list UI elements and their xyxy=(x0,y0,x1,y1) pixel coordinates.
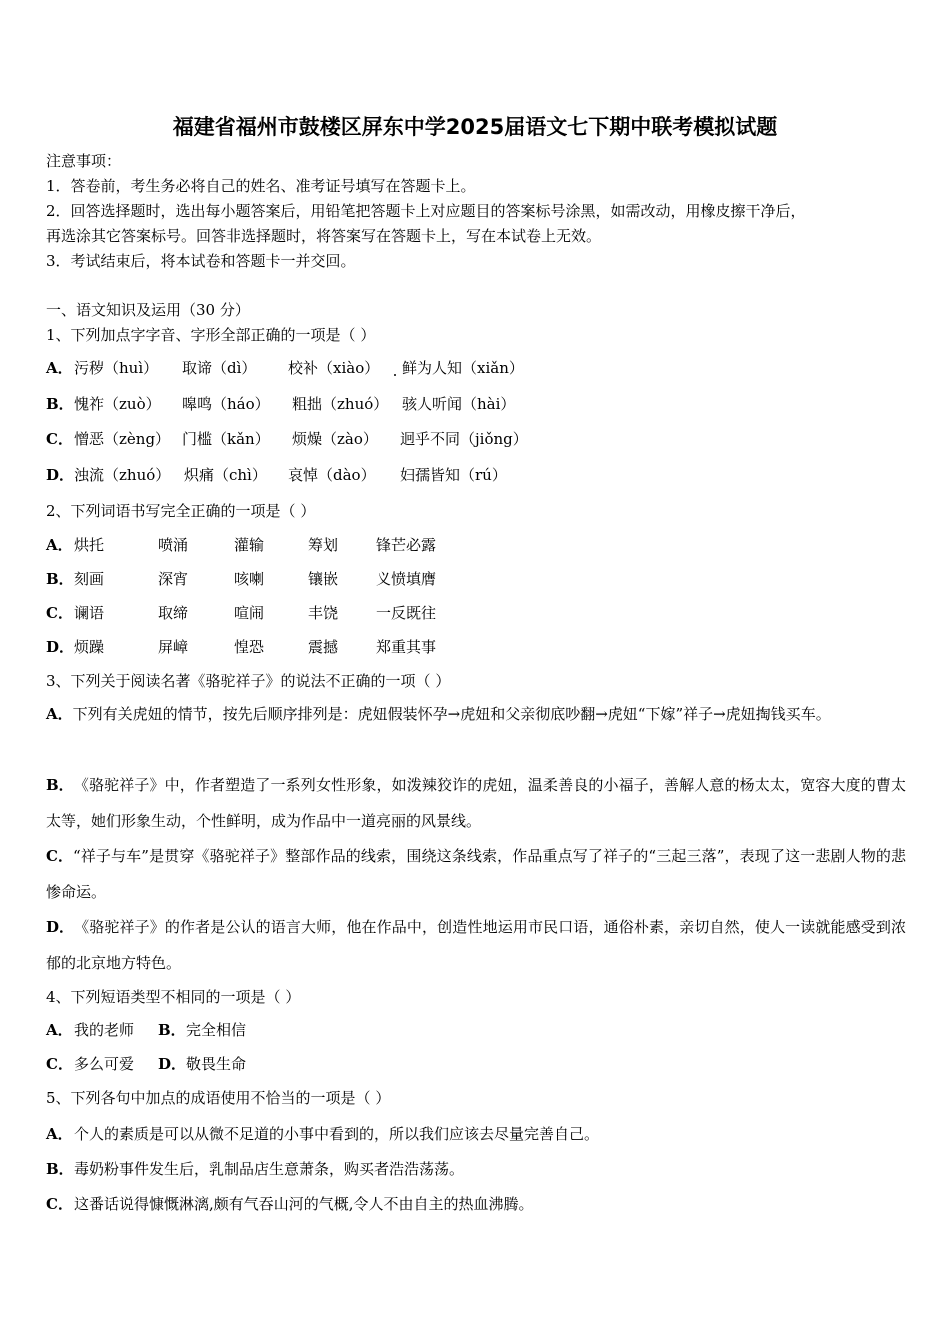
option-item: 惶恐 xyxy=(234,638,265,656)
q3-option-d xyxy=(46,909,906,981)
option-item: 锋芒必露 xyxy=(376,536,437,554)
option-item: 校补（xiào） xyxy=(288,359,380,377)
q3-option-a xyxy=(46,696,906,732)
page-title: 福建省福州市鼓楼区屏东中学2025届语文七下期中联考模拟试题 xyxy=(172,115,778,139)
option-label: A． xyxy=(46,1125,73,1143)
option-item: 烦燥（zào） xyxy=(292,430,378,448)
option-item: 嗥鸣（háo） xyxy=(182,395,270,413)
option-text: 毒奶粉事件发生后，乳制品店生意萧条，购买者浩浩荡荡。 xyxy=(74,1160,465,1178)
option-item: 憎恶（zèng） xyxy=(74,430,171,448)
option-text: 完全相信 xyxy=(186,1021,247,1039)
option-item: 震撼 xyxy=(308,638,339,656)
option-label: C． xyxy=(46,430,73,448)
notice-item-2a: 2．回答选择题时，选出每小题答案后，用铅笔把答题卡上对应题目的答案标号涂黑，如需改动，用橡皮擦干净后， xyxy=(46,202,806,220)
option-text: “祥子与车”是贯穿《骆驼祥子》整部作品的线索，围绕这条线索，作品重点写了祥子的“三起三落”，表现了这一悲剧人物的悲惨命运。 xyxy=(46,847,906,901)
option-item: 喷涌 xyxy=(158,536,189,554)
option-item: 炽痛（chì） xyxy=(184,466,267,484)
option-item: 刻画 xyxy=(74,570,105,588)
option-item: 灌输 xyxy=(234,536,265,554)
emphasis-dot xyxy=(394,374,396,376)
option-item: 愧祚（zuò） xyxy=(74,395,161,413)
option-label: C． xyxy=(46,1055,73,1073)
option-text: 敬畏生命 xyxy=(186,1055,247,1073)
option-item: 取谛（dì） xyxy=(182,359,257,377)
option-label: A． xyxy=(46,1021,73,1039)
option-text: 这番话说得慷慨淋漓,颇有气吞山河的气概,令人不由自主的热血沸腾。 xyxy=(74,1195,534,1213)
option-item: 一反既往 xyxy=(376,604,437,622)
option-item: 筹划 xyxy=(308,536,339,554)
question-3-stem: 3、下列关于阅读名著《骆驼祥子》的说法不正确的一项（ ） xyxy=(46,672,451,690)
option-text: 多么可爱 xyxy=(74,1055,135,1073)
question-5-stem: 5、下列各句中加点的成语使用不恰当的一项是（ ） xyxy=(46,1089,391,1107)
notice-item-1: 1．答卷前，考生务必将自己的姓名、准考证号填写在答题卡上。 xyxy=(46,177,476,195)
option-label: A． xyxy=(46,705,73,723)
option-item: 门槛（kǎn） xyxy=(182,430,270,448)
option-item: 污秽（huì） xyxy=(74,359,159,377)
question-2-stem: 2、下列词语书写完全正确的一项是（ ） xyxy=(46,502,316,520)
option-label: D． xyxy=(46,638,75,656)
option-item: 哀悼（dào） xyxy=(288,466,376,484)
option-text: 下列有关虎妞的情节，按先后顺序排列是：虎妞假装怀孕→虎妞和父亲彻底吵翻→虎妞“下嫁”祥子→虎妞掏钱买车。 xyxy=(72,705,831,723)
option-label: A． xyxy=(46,536,73,554)
notice-item-3: 3．考试结束后，将本试卷和答题卡一并交回。 xyxy=(46,252,356,270)
option-label: A． xyxy=(46,359,73,377)
notice-item-2b: 再选涂其它答案标号。回答非选择题时，将答案写在答题卡上，写在本试卷上无效。 xyxy=(46,227,602,245)
option-label: D． xyxy=(46,466,75,484)
option-label: B． xyxy=(46,570,74,588)
option-label: D． xyxy=(46,918,75,936)
option-text: 《骆驼祥子》的作者是公认的语言大师，他在作品中，创造性地运用市民口语，通俗朴素，亲切自然，使人一读就能感受到浓郁的北京地方特色。 xyxy=(46,918,906,972)
question-4-stem: 4、下列短语类型不相同的一项是（ ） xyxy=(46,988,301,1006)
option-item: 取缔 xyxy=(158,604,189,622)
option-text: 个人的素质是可以从微不足道的小事中看到的，所以我们应该去尽量完善自己。 xyxy=(74,1125,600,1143)
option-item: 义愤填膺 xyxy=(376,570,437,588)
option-text: 我的老师 xyxy=(74,1021,135,1039)
option-item: 烦躁 xyxy=(74,638,105,656)
option-label: C． xyxy=(46,847,73,865)
notice-heading: 注意事项： xyxy=(46,152,122,170)
option-item: 迥乎不同（jiǒng） xyxy=(400,430,528,448)
option-item: 屏嶂 xyxy=(158,638,189,656)
option-text: 《骆驼祥子》中，作者塑造了一系列女性形象，如泼辣狡诈的虎妞，温柔善良的小福子，善解人意的杨太太，宽容大度的曹太太等，她们形象生动，个性鲜明，成为作品中一道亮丽的风景线。 xyxy=(46,776,906,830)
option-item: 妇孺皆知（rú） xyxy=(400,466,507,484)
option-item: 骇人听闻（hài） xyxy=(402,395,516,413)
option-label: D． xyxy=(158,1055,187,1073)
option-item: 鲜为人知（xiǎn） xyxy=(402,359,524,377)
option-item: 郑重其事 xyxy=(376,638,437,656)
option-item: 谰语 xyxy=(74,604,105,622)
option-item: 丰饶 xyxy=(308,604,339,622)
option-label: C． xyxy=(46,1195,73,1213)
option-item: 喧闹 xyxy=(234,604,265,622)
q3-option-b xyxy=(46,767,906,839)
option-label: C． xyxy=(46,604,73,622)
option-label: B． xyxy=(46,1160,74,1178)
section-heading: 一、语文知识及运用（30 分） xyxy=(46,301,250,319)
option-item: 烘托 xyxy=(74,536,105,554)
option-item: 浊流（zhuó） xyxy=(74,466,171,484)
option-label: B． xyxy=(46,776,74,794)
question-1-stem: 1、下列加点字字音、字形全部正确的一项是（ ） xyxy=(46,326,376,344)
option-label: B． xyxy=(158,1021,186,1039)
option-item: 粗拙（zhuó） xyxy=(292,395,389,413)
option-label: B． xyxy=(46,395,74,413)
option-item: 镶嵌 xyxy=(308,570,339,588)
option-item: 咳喇 xyxy=(234,570,265,588)
option-item: 深宵 xyxy=(158,570,189,588)
q3-option-c xyxy=(46,838,906,910)
